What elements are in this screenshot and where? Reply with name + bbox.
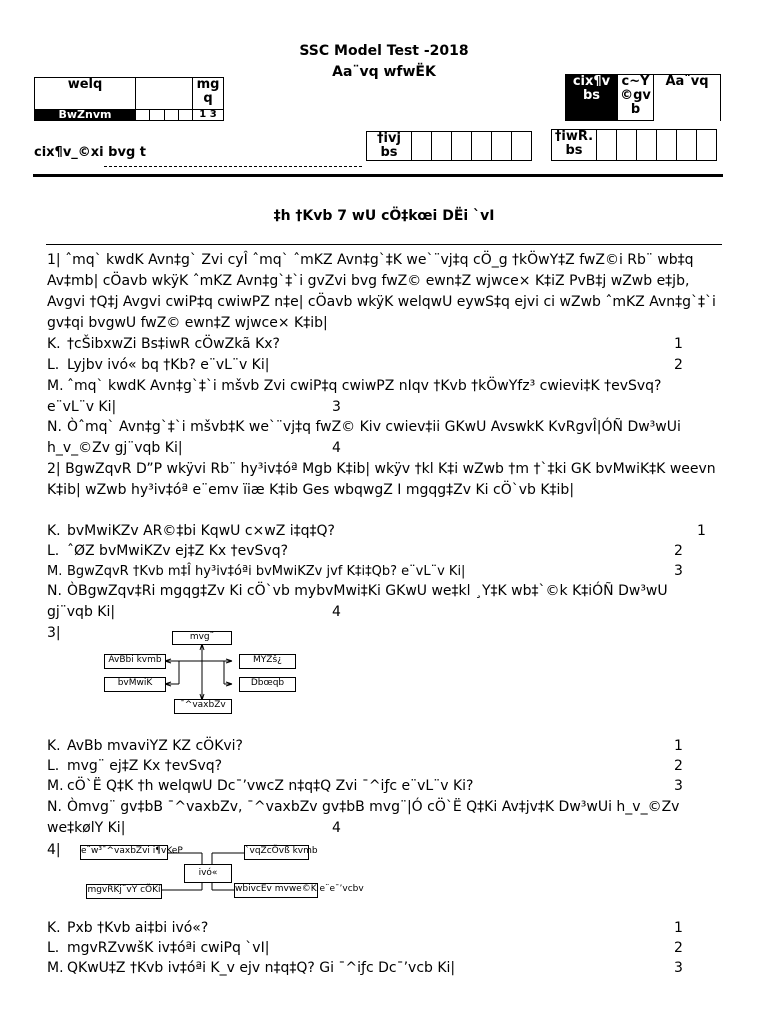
subject-label: welq (35, 78, 136, 110)
q3-box-left1: AvBbi kvmb (104, 654, 166, 669)
q1-option-l: L. Lyjbv ivó« bq †Kb? e¨vL¨v Ki| (47, 357, 270, 373)
q3-box-top: mvg¨ (172, 631, 232, 645)
q3-number: 3| (47, 625, 61, 641)
q4-number: 4| (47, 842, 61, 858)
q2-option-l: L. ˆØZ bvMwiKZv ej‡Z Kx †evSvq? (47, 543, 289, 559)
q3-mark-n: 4 (332, 820, 341, 836)
roll-no-label: †ivj bs (367, 132, 412, 161)
examinee-name-label: cix¶v_©xi bvg t (34, 145, 146, 160)
full-marks-label: c~Y ©gv b (618, 75, 654, 121)
q4-box-top-right: `vqZcÖvß kvmb (244, 845, 309, 860)
q3-mark-m: 3 (674, 778, 683, 794)
reg-no-label: †iwR. bs (552, 130, 597, 161)
q4-mark-m: 3 (674, 960, 683, 976)
q4-mark-k: 1 (674, 920, 683, 936)
q1-option-k: K. †cŠibxwZi Bs‡iwR cÖwZkã Kx? (47, 336, 280, 352)
q1-stem: 1| ˆmq` kwdK Avn‡g` Zvi cyÎ ˆmq` ˆmKZ Avn‡g`‡K we`¨vj‡q cÖ_g †kÖwY‡Z fwZ©i Rb¨ wb‡q Av‡mb| cÖavb wkÿK ˆmKZ Avn‡g`‡`i gvZvi bvg fwZ© ewn‡Z wjwce× K‡iZ PvB‡j wZwb e‡jb, Avgvi †Q‡j Avgvi cwiP‡q cwiwPZ n‡e| cÖavb wkÿK welqwU eywS‡q ejvi ci wZwb ˆmKZ Avn‡g`‡`i gv‡qi bvgwU fwZ© ewn‡Z wjwce× K‡ib| (47, 252, 716, 331)
q4-box-bottom-right: wbivcËv mvwe©K e¨e¯’vcbv (234, 883, 318, 898)
subject-name-cell: BwZnvm (35, 110, 136, 121)
q2-option-n: N. ÒBgwZqv‡Ri mgqg‡Zv Ki cÖ`vb mybvMwi‡Ki GKwU we‡kl ¸Y‡K wb‡`©k K‡iÓÑ Dw³wU gj¨vqb Ki| (47, 583, 668, 620)
test-title: SSC Model Test -2018 (299, 43, 469, 59)
q2-mark-m: 3 (674, 563, 683, 579)
q3-mark-l: 2 (674, 758, 683, 774)
q2-option-m: M. BgwZqvR †Kvb m‡Î hy³iv‡óªi bvMwiKZv jvf K‡i‡Qb? e¨vL¨v Ki| (47, 564, 466, 579)
code-label: mg q (193, 78, 224, 110)
q4-option-k: K. Pxb †Kvb ai‡bi ivó«? (47, 920, 209, 936)
code-value: 1 3 (193, 110, 224, 121)
q1-mark-l: 2 (674, 357, 683, 373)
q3-option-k: K. AvBb mvaviYZ KZ cÖKvi? (47, 738, 243, 754)
q4-box-top-left: e¨w³¯^vaxbZvi i¶vKeP (80, 845, 168, 860)
chapter-label: Aa¨vq (654, 75, 721, 121)
q2-mark-n: 4 (332, 604, 341, 620)
q3-box-bottom: ¯^vaxbZv (174, 699, 232, 714)
q4-option-m: M. QKwU‡Z †Kvb iv‡óªi K_v ejv n‡q‡Q? Gi ¯^iƒc Dc¯’vcb Ki| (47, 960, 456, 976)
subject-subtitle: Aa¨vq wfwËK (332, 64, 436, 80)
q3-box-right2: Dbœqb (239, 677, 296, 692)
q2-stem: 2| BgwZqvR D”P wkÿvi Rb¨ hy³iv‡óª Mgb K‡ib| wkÿv †kl K‡i wZwb †m †`‡ki GK bvMwiK‡K weevn K‡ib| wZwb hy³iv‡óª e¨emv ïiæ K‡ib Ges wbqwgZ I mgqg‡Zv Ki cÖ`vb K‡ib| (47, 461, 716, 498)
exam-no-label: cix¶v bs (566, 75, 618, 121)
q4-box-bottom-left: mgvRKj¨vY cÖKí (86, 884, 162, 899)
section-instruction: ‡h †Kvb 7 wU cÖ‡kœi DËi `vI (273, 208, 495, 224)
q1-mark-k: 1 (674, 336, 683, 352)
q2-mark-k: 1 (697, 523, 706, 539)
q4-option-l: L. mgvRZvwšK iv‡óªi cwiPq `vI| (47, 940, 270, 956)
q3-option-n: N. Òmvg¨ gv‡bB ¯^vaxbZv, ¯^vaxbZv gv‡bB mvg¨|Ó cÖ`Ë Q‡Ki Av‡jv‡K Dw³wUi h_v_©Zv we‡kølY Ki| (47, 799, 680, 836)
q4-mark-l: 2 (674, 940, 683, 956)
q1-option-n: N. Òˆmq` Avn‡g`‡`i mšvb‡K we`¨vj‡q fwZ© Kiv cwiev‡ii GKwU AvswkK KvRgvÎ|ÓÑ Dw³wUi h_v_©Zv gj¨vqb Ki| (47, 419, 681, 456)
q2-option-k: K. bvMwiKZv AR©‡bi KqwU c×wZ i‡q‡Q? (47, 523, 335, 539)
q3-box-left2: bvMwiK (104, 677, 166, 692)
q1-mark-m: 3 (332, 399, 341, 415)
q2-mark-l: 2 (674, 543, 683, 559)
q3-mark-k: 1 (674, 738, 683, 754)
q3-option-m: M. cÖ`Ë Q‡K †h welqwU Dc¯’vwcZ n‡q‡Q Zvi ¯^iƒc e¨vL¨v Ki? (47, 778, 474, 794)
q4-box-center: ivó« (184, 864, 232, 883)
q3-box-right1: MYZš¿ (239, 654, 296, 669)
q3-option-l: L. mvg¨ ej‡Z Kx †evSvq? (47, 758, 223, 774)
q1-option-m: M. ˆmq` kwdK Avn‡g`‡`i mšvb Zvi cwiP‡q cwiwPZ nIqv †Kvb †kÖwYfz³ cwievi‡K †evSvq? e¨vL¨v Ki| (47, 378, 662, 415)
q1-mark-n: 4 (332, 440, 341, 456)
